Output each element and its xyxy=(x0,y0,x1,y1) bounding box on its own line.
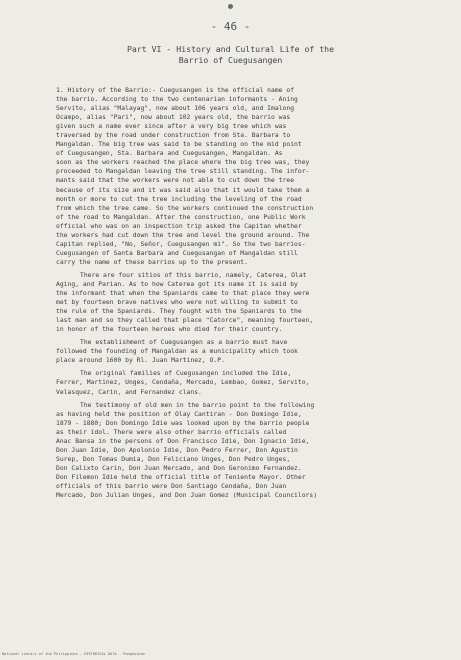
text-line: the barrio. According to the two centenarian informants - Aning xyxy=(56,96,298,104)
text-line: Surep, Don Tomas Dumia, Don Feliciano Unges, Don Pedro Unges, xyxy=(56,455,291,463)
text-line: last man and so they called that place "Catorce", meaning fourteen, xyxy=(56,317,314,325)
text-line: month or more to cut the tree including the leveling of the road xyxy=(56,195,302,203)
text-line: from which the tree came. So the workers continued the construction xyxy=(56,204,314,212)
text-line: Ocampo, alias "Pari", now about 102 years old, the barrio was xyxy=(56,114,291,122)
section-title xyxy=(0,44,461,66)
text-line: of Cuegusangen, Sta. Barbara and Cuegusangen, Mangaldan. As xyxy=(56,150,283,158)
text-line: of the road to Mangaldan. After the construction, one Public Work xyxy=(56,213,306,221)
text-line: Anac Bansa in the persons of Don Francisco Idie, Don Ignacio Idie, xyxy=(56,437,310,445)
text-line: Ferrer, Martinez, Unges, Cendaña, Mercado, Lembao, Gomez, Servito, xyxy=(56,379,310,387)
text-line: official who was on an inspection trip asked the Capitan whether xyxy=(56,222,302,230)
text-line: 1879 - 1880; Don Domingo Idie was looked upon by the barrio people xyxy=(56,419,310,427)
text-line: Aging, and Parian. As to how Caterea got its name it is said by xyxy=(56,280,298,288)
paragraph xyxy=(56,271,416,334)
text-line: The testimony of old men in the barrio point to the following xyxy=(80,401,315,409)
title-line-2: Barrio of Cuegusangen xyxy=(178,55,283,65)
paragraph xyxy=(56,401,416,501)
text-line: Mercado, Don Julian Unges, and Don Juan Gomez (Municipal Councilors) xyxy=(56,492,318,500)
text-line: because of its size and it was said also that it would take them a xyxy=(56,186,310,194)
text-line: 1. History of the Barrio:- Cuegusangen is the official name of xyxy=(56,87,295,94)
text-line: as having held the position of Olay Cantiran - Don Domingo Idie, xyxy=(56,410,302,418)
footer-caption: National Library of the Philippines - HISTORICAL DATA - Pangasinan xyxy=(2,652,145,656)
text-line: in honor of the fourteen heroes who died for their country. xyxy=(56,326,283,334)
text-line: carry the name of these barrios up to the present. xyxy=(56,258,248,266)
text-line: officials of this barrio were Don Santiago Cendaña, Don Juan xyxy=(56,482,287,490)
text-line: proceeded to Mangaldan leaving the tree still standing. The infor- xyxy=(56,168,310,176)
text-line: mants said that the workers were not able to cut down the tree xyxy=(56,177,295,185)
text-line: Servito, alias "Malayag", now about 106 years old, and Imalong xyxy=(56,105,295,113)
title-line-1: Part VI - History and Cultural Life of the xyxy=(126,44,335,54)
text-line: given such a name ever since after a very big tree which was xyxy=(56,123,287,131)
text-line: soon as the workers reached the place where the big tree was, they xyxy=(56,159,310,167)
paragraph xyxy=(56,338,416,365)
text-line: as their idol. There were also other barrio officials called xyxy=(56,428,287,436)
text-line: The establishment of Cuegusangen as a barrio must have xyxy=(80,339,288,347)
text-line: Cuegusangen of Santa Barbara and Cuegusangan of Mangaldan still xyxy=(56,249,298,257)
text-line: Capitan replied, "No, Señor, Cuegusangen mi". So the two barrios- xyxy=(56,240,306,248)
text-line: followed the founding of Mangaldan as a municipality which took xyxy=(56,348,298,356)
text-line: the workers had cut down the tree and level the ground around. The xyxy=(56,231,310,239)
text-line: Don Juan Idie, Don Apolonio Idie, Don Pedro Ferrer, Don Agustin xyxy=(56,446,298,454)
text-line: Velasquez, Carin, and Fernandez clans. xyxy=(56,388,202,396)
text-line: There are four sitios of this barrio, namely, Caterea, Olat xyxy=(80,271,307,279)
paragraph xyxy=(56,369,416,396)
text-line: Mangaldan. The big tree was said to be standing on the mid point xyxy=(56,141,302,149)
paragraph xyxy=(56,86,416,267)
text-line: The original families of Cuegusangen included the Idie, xyxy=(80,370,292,378)
text-line: Don Calixto Carin, Don Juan Mercado, and Don Geronimo Fernandez. xyxy=(56,464,302,472)
text-line: the rule of the Spaniards. They fought with the Spaniards to the xyxy=(56,308,302,316)
text-line: Don Filemon Idie held the official title of Teniente Mayor. Other xyxy=(56,473,306,481)
document-body xyxy=(56,86,416,504)
text-line: traversed by the road under construction from Sta. Barbara to xyxy=(56,132,291,140)
text-line: met by fourteen brave natives who were not willing to submit to xyxy=(56,299,298,307)
text-line: the informant that when the Spaniards came to that place they were xyxy=(56,290,310,298)
page-number: - 46 - xyxy=(210,20,251,33)
punch-hole-icon xyxy=(228,4,233,9)
text-line: place around 1600 by Rl. Juan Martinez, O.P. xyxy=(56,357,225,365)
